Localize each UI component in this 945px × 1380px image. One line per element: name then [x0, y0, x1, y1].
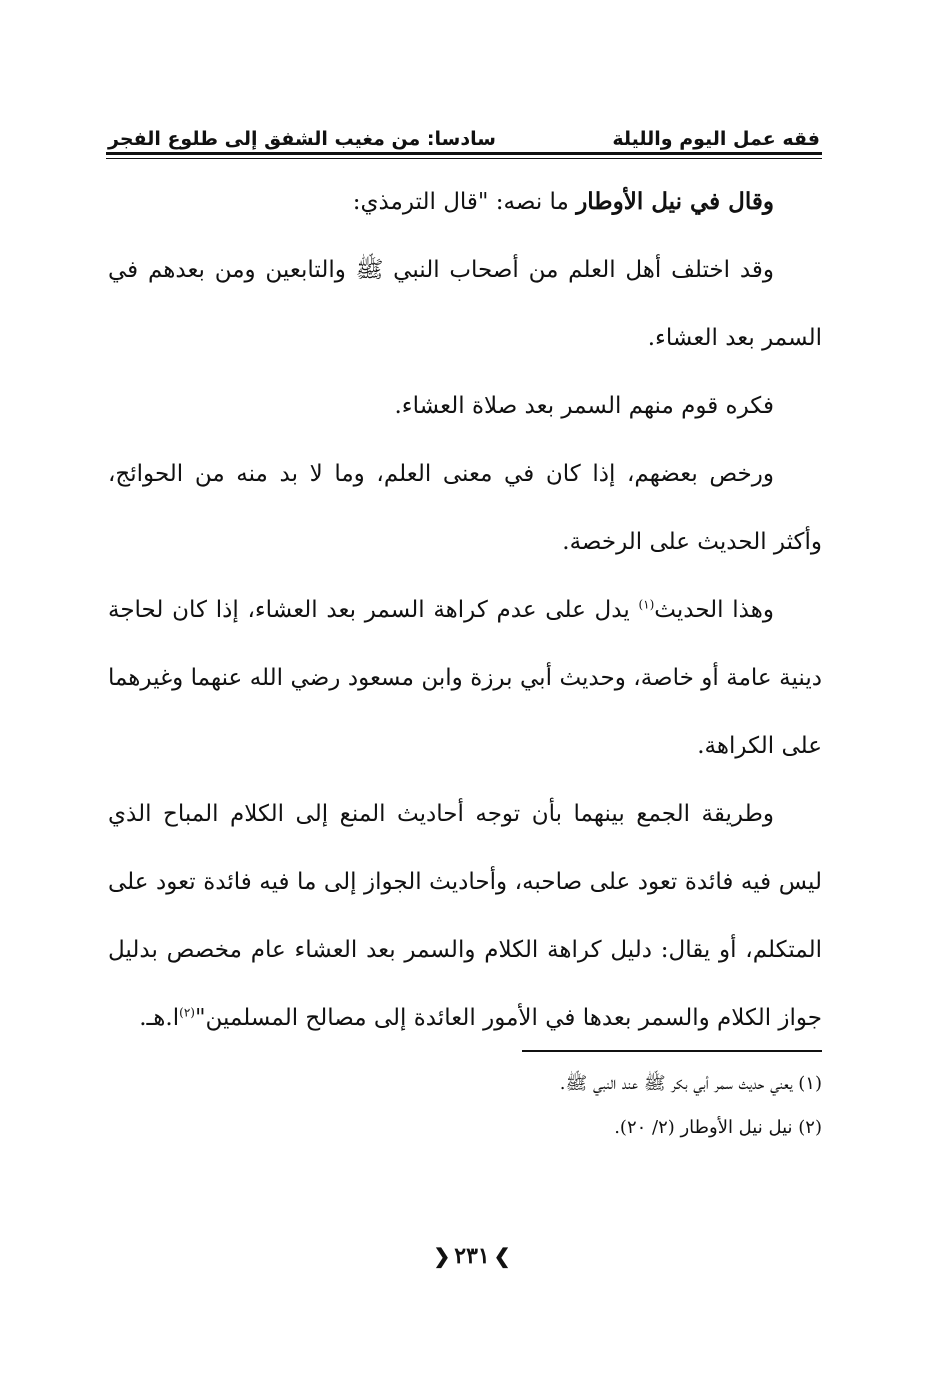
page-number-value: ٢٣١ — [454, 1243, 490, 1269]
paragraph-3: ورخص بعضهم، إذا كان في معنى العلم، وما لا بد منه من الحوائج، وأكثر الحديث على الرخصة. — [108, 461, 822, 555]
footnote-2: (٢) نيل نيل الأوطار (٢/ ٢٠). — [614, 1117, 822, 1138]
paragraph-4-end: يدل على عدم كراهة السمر بعد العشاء، إذا كان لحاجة دينية عامة أو خاصة، وحديث أبي برزة وابن مسعود رضي الله عنهما وغيرهما على الكراهة. — [108, 597, 822, 759]
paragraph-5-end: ا.هـ. — [139, 1005, 180, 1031]
footnotes — [300, 1062, 822, 1150]
paragraph-1: وقد اختلف أهل العلم من أصحاب النبي ﷺ والتابعين ومن بعدهم في السمر بعد العشاء. — [108, 257, 822, 351]
intro-rest: ما نصه: "قال الترمذي: — [352, 189, 577, 215]
paragraph-5 — [108, 780, 822, 1052]
header-rule-thin — [106, 158, 822, 159]
footnote-separator — [522, 1050, 822, 1052]
body-text — [108, 168, 822, 1052]
intro-lead: وقال في نيل الأوطار — [576, 188, 774, 215]
book-title: فقه عمل اليوم والليلة — [612, 128, 820, 150]
paragraph-intro — [108, 168, 822, 236]
paragraph-4 — [108, 576, 822, 780]
footnote-1: (١) يعني حديث سمر أبي بكر ﷺ عند النبي ﷺ. — [559, 1073, 822, 1094]
page-number-ornament-left: ❮ — [433, 1244, 451, 1268]
paragraph-5-start: وطريقة الجمع بينهما بأن توجه أحاديث المنع إلى الكلام المباح الذي ليس فيه فائدة تعود على صاحبه، وأحاديث الجواز إلى ما فيه فائدة تعود على المتكلم، أو يقال: دليل كراهة الكلام والسمر بعد العشاء عام مخصص بدليل جواز الكلام والسمر بعدها في الأمور العائدة إلى مصالح المسلمين" — [108, 801, 822, 1031]
running-header — [108, 118, 820, 150]
paragraph-4-start: وهذا الحديث — [654, 597, 774, 623]
page-number-ornament-right: ❯ — [493, 1244, 511, 1268]
footnote-ref-2[interactable]: (٢) — [179, 1005, 195, 1020]
section-title: سادسا: من مغيب الشفق إلى طلوع الفجر — [108, 128, 496, 150]
header-rule-thick — [106, 152, 822, 155]
page-number — [372, 1238, 572, 1274]
footnote-ref-1[interactable]: (١) — [638, 597, 655, 612]
paragraph-2: فكره قوم منهم السمر بعد صلاة العشاء. — [394, 393, 774, 419]
